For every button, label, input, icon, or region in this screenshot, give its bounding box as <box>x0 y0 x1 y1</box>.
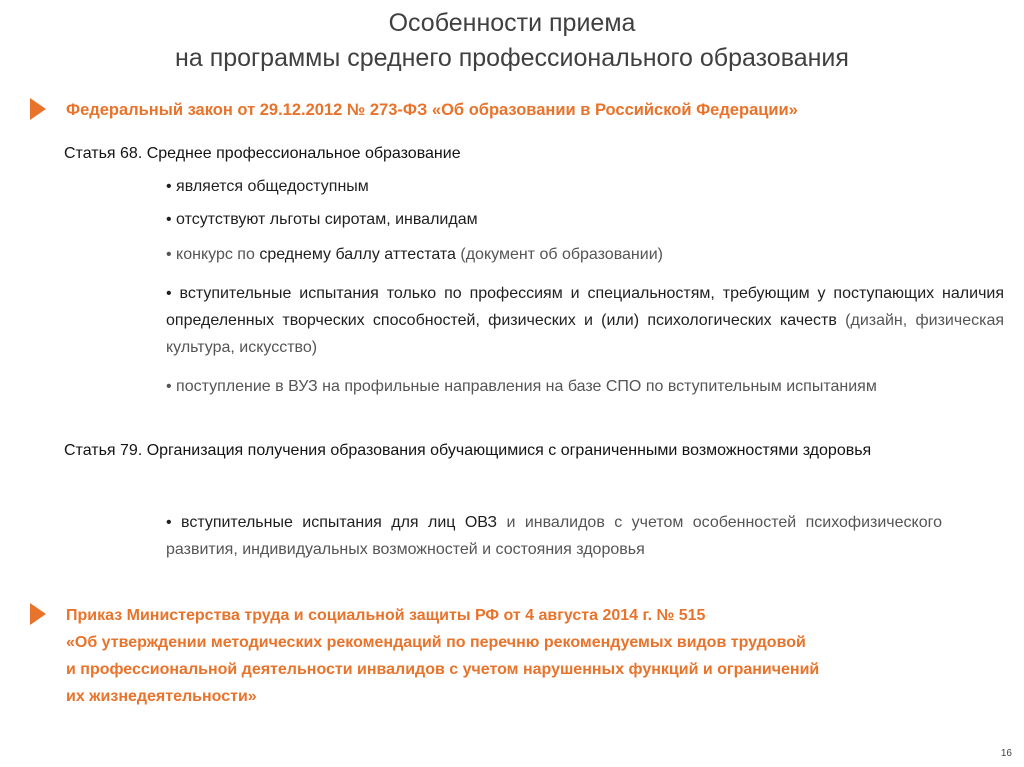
article79-heading: Статья 79. Организация получения образования обучающимися с ограниченными возможностями здоровья <box>64 442 872 459</box>
bullet-strong-text: • отсутствуют льготы сиротам, инвалидам <box>166 211 478 228</box>
slide-title-line1: Особенности приема <box>388 9 636 37</box>
bullet-rest-text: (документ об образовании) <box>455 246 663 263</box>
order-line4: их жизнедеятельности» <box>66 688 257 705</box>
arrow-bullet-icon <box>30 603 46 625</box>
order-line3: и профессиональной деятельности инвалидов с учетом нарушенных функций и ограничений <box>66 661 820 678</box>
bullet-strong-text: • вступительные испытания для лиц ОВЗ <box>166 514 498 531</box>
list-item <box>166 206 478 233</box>
order-line1: Приказ Министерства труда и социальной защиты РФ от 4 августа 2014 г. № 515 <box>66 607 706 624</box>
bullet-rest-text: • поступление в ВУЗ на профильные направления на базе СПО по вступительным испытаниям <box>166 378 877 395</box>
list-item <box>166 509 942 563</box>
list-item <box>166 373 1004 400</box>
slide-title-line2: на программы среднего профессионального образования <box>175 44 849 72</box>
order-line2: «Об утверждении методических рекомендаций по перечню рекомендуемых видов трудовой <box>66 634 806 651</box>
arrow-bullet-icon <box>30 98 46 120</box>
slide-title <box>0 6 1024 76</box>
article68-heading: Статья 68. Среднее профессиональное образование <box>64 145 461 162</box>
bullet-rest-text: (дизайн, физическая культура, искусство) <box>166 312 1005 356</box>
list-item <box>166 280 1004 361</box>
bullet-pre-text: • конкурс по <box>166 246 260 263</box>
list-item <box>166 173 369 200</box>
page-number: 16 <box>1000 748 1012 759</box>
bullet-strong-text: среднему баллу аттестата <box>259 246 456 263</box>
order-block <box>66 602 1006 710</box>
bullet-strong-text: • вступительные испытания только по профессиям и специальностям, требующим у поступающих наличия определенных творческих способностей, физических и (или) психологических качеств <box>166 285 1004 329</box>
bullet-rest-text: и инвалидов с учетом особенностей психофизического развития, индивидуальных возможностей и состояния здоровья <box>166 514 942 558</box>
list-item <box>166 241 663 268</box>
bullet-strong-text: • является общедоступным <box>166 178 369 195</box>
law-heading: Федеральный закон от 29.12.2012 № 273-ФЗ «Об образовании в Российской Федерации» <box>66 101 798 119</box>
